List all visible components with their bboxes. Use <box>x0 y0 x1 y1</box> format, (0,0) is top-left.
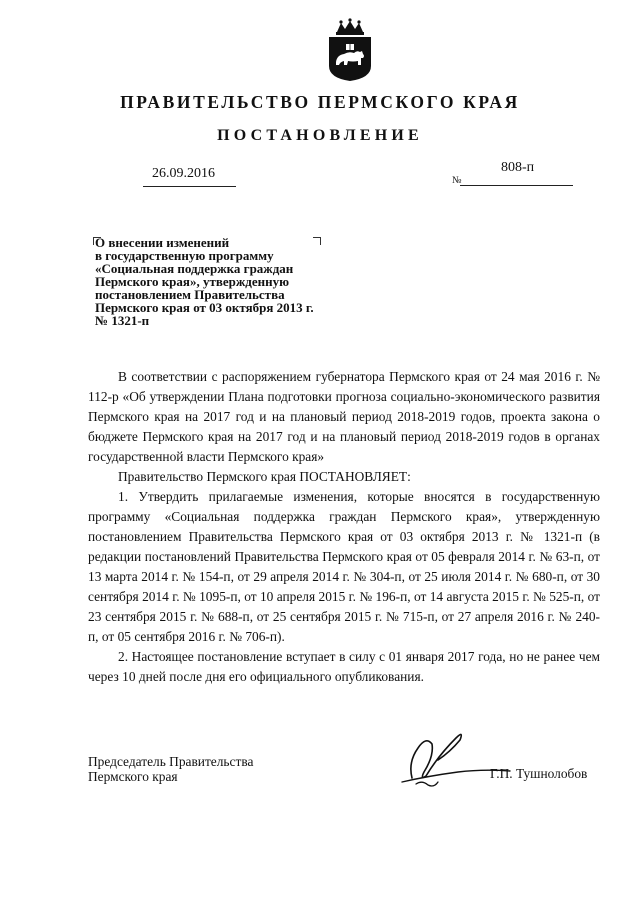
document-subject <box>95 236 365 327</box>
number-underline <box>460 185 573 186</box>
signatory-title-line: Председатель Правительства <box>88 754 254 769</box>
subject-line: О внесении изменений <box>95 235 230 250</box>
handwritten-signature <box>398 722 518 794</box>
subject-line: № 1321-п <box>95 313 150 328</box>
signatory-name: Г.П. Тушнолобов <box>490 766 588 781</box>
subject-line: «Социальная поддержка граждан <box>95 261 294 276</box>
coat-of-arms-icon <box>327 18 373 82</box>
subject-line: Пермского края от 03 октября 2013 г. <box>95 300 314 315</box>
number-sign: № <box>452 175 462 186</box>
subject-line: Пермского края», утвержденную <box>95 274 290 289</box>
subject-line: постановлением Правительства <box>95 287 285 302</box>
document-type: ПОСТАНОВЛЕНИЕ <box>217 127 423 144</box>
document-body <box>88 367 600 687</box>
body-paragraph: Правительство Пермского края ПОСТАНОВЛЯЕТ: <box>118 469 411 484</box>
document-date: 26.09.2016 <box>152 166 215 181</box>
body-paragraph: 1. Утвердить прилагаемые изменения, которые вносятся в государственную программу «Социальная поддержка граждан Пермского края», утвержденную постановлением Правительства Пермского края от 03 октября 2013 г. № 1321-п (в редакции постановлений Правительства Пермского края от 05 февраля 2014 г. № 63-п, от 13 марта 2014 г. № 154-п, от 29 апреля 2014 г. № 304-п, от 25 июля 2014 г. № 680-п, от 30 сентября 2014 г. № 1095-п, от 10 апреля 2015 г. № 196-п, от 14 августа 2015 г. № 525-п, от 23 сентября 2015 г. № 688-п, от 25 сентября 2015 г. № 715-п, от 27 апреля 2016 г. № 240-п, от 05 сентября 2016 г. № 706-п). <box>88 489 600 644</box>
signatory-title-line: Пермского края <box>88 769 178 784</box>
body-paragraph: 2. Настоящее постановление вступает в силу с 01 января 2017 года, но не ранее чем через 10 дней после дня его официального опубликования. <box>88 649 600 684</box>
document-number: 808-п <box>501 160 535 175</box>
body-paragraph: В соответствии с распоряжением губернатора Пермского края от 24 мая 2016 г. № 112-р «Об утверждении Плана подготовки прогноза социально-экономического развития Пермского края на 2017 год и на плановый период 2018-2019 годов, проекта закона о бюджете Пермского края на 2017 год и на плановый период 2018-2019 годов в органах государственной власти Пермского края» <box>88 369 600 464</box>
signatory-title <box>88 754 253 784</box>
date-underline <box>143 186 236 187</box>
subject-line: в государственную программу <box>95 248 274 263</box>
government-title: ПРАВИТЕЛЬСТВО ПЕРМСКОГО КРАЯ <box>120 92 520 112</box>
